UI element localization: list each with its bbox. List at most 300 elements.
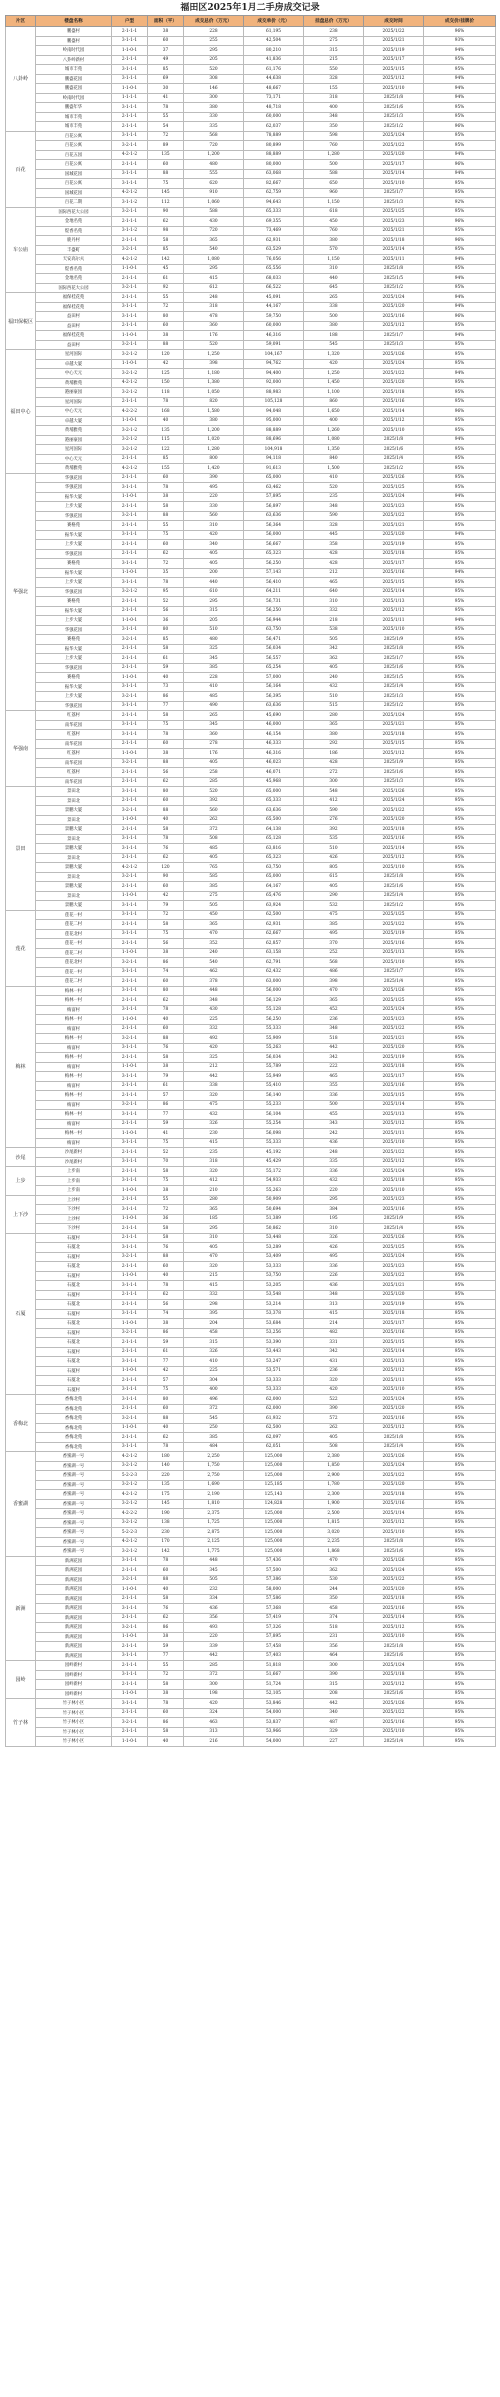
price-ratio-cell: 95% bbox=[424, 853, 496, 863]
listing-price-cell: 482 bbox=[304, 1328, 364, 1338]
deal-date-cell: 2025/1/4 bbox=[364, 1737, 424, 1747]
layout-cell: 3-1-1-1 bbox=[112, 1385, 148, 1395]
deal-date-cell: 2025/1/26 bbox=[364, 1233, 424, 1243]
total-price-cell: 310 bbox=[184, 1233, 244, 1243]
unit-price-cell: 55,789 bbox=[244, 1062, 304, 1072]
layout-cell: 2-1-1-1 bbox=[112, 1262, 148, 1272]
total-price-cell: 405 bbox=[184, 758, 244, 768]
table-row bbox=[6, 1110, 496, 1120]
price-ratio-cell: 95% bbox=[424, 464, 496, 474]
unit-price-cell: 73,469 bbox=[244, 226, 304, 236]
price-ratio-cell: 95% bbox=[424, 1575, 496, 1585]
estate-name-cell: 景田北 bbox=[36, 853, 112, 863]
table-row bbox=[6, 1252, 496, 1262]
layout-cell: 2-1-1-1 bbox=[112, 825, 148, 835]
size-cell: 90 bbox=[148, 872, 184, 882]
column-header: 成交时间 bbox=[364, 16, 424, 27]
unit-price-cell: 46,071 bbox=[244, 768, 304, 778]
price-ratio-cell: 95% bbox=[424, 1727, 496, 1737]
unit-price-cell: 51,667 bbox=[244, 1670, 304, 1680]
layout-cell: 1-1-0-1 bbox=[112, 673, 148, 683]
unit-price-cell: 53,390 bbox=[244, 1338, 304, 1348]
deal-date-cell: 2025/1/2 bbox=[364, 901, 424, 911]
table-row bbox=[6, 1699, 496, 1709]
size-cell: 55 bbox=[148, 521, 184, 531]
deal-date-cell: 2025/1/8 bbox=[364, 1433, 424, 1443]
table-row bbox=[6, 863, 496, 873]
table-row bbox=[6, 825, 496, 835]
unit-price-cell: 88,889 bbox=[244, 426, 304, 436]
size-cell: 98 bbox=[148, 226, 184, 236]
area-cell: 福田保税区 bbox=[6, 293, 36, 350]
price-ratio-cell: 94% bbox=[424, 150, 496, 160]
total-price-cell: 505 bbox=[184, 1575, 244, 1585]
total-price-cell: 250 bbox=[184, 1423, 244, 1433]
total-price-cell: 1,180 bbox=[184, 369, 244, 379]
layout-cell: 3-1-1-1 bbox=[112, 103, 148, 113]
layout-cell: 3-2-1-2 bbox=[112, 445, 148, 455]
total-price-cell: 278 bbox=[184, 739, 244, 749]
layout-cell: 2-1-1-1 bbox=[112, 321, 148, 331]
total-price-cell: 240 bbox=[184, 948, 244, 958]
deal-date-cell: 2025/1/13 bbox=[364, 948, 424, 958]
deal-date-cell: 2025/1/18 bbox=[364, 1062, 424, 1072]
table-row bbox=[6, 1708, 496, 1718]
listing-price-cell: 380 bbox=[304, 730, 364, 740]
table-row bbox=[6, 1167, 496, 1177]
price-ratio-cell: 95% bbox=[424, 910, 496, 920]
total-price-cell: 372 bbox=[184, 825, 244, 835]
deal-date-cell: 2025/1/18 bbox=[364, 236, 424, 246]
price-ratio-cell: 95% bbox=[424, 1661, 496, 1671]
layout-cell: 1-1-0-1 bbox=[112, 749, 148, 759]
layout-cell: 3-1-1-1 bbox=[112, 1243, 148, 1253]
size-cell: 42 bbox=[148, 891, 184, 901]
size-cell: 72 bbox=[148, 302, 184, 312]
price-ratio-cell: 95% bbox=[424, 1319, 496, 1329]
deal-date-cell: 2025/1/7 bbox=[364, 654, 424, 664]
price-ratio-cell: 95% bbox=[424, 1718, 496, 1728]
size-cell: 61 bbox=[148, 1347, 184, 1357]
table-row bbox=[6, 435, 496, 445]
deal-date-cell: 2025/1/22 bbox=[364, 1271, 424, 1281]
deal-date-cell: 2025/1/23 bbox=[364, 1015, 424, 1025]
layout-cell: 4-2-1-2 bbox=[112, 464, 148, 474]
price-ratio-cell: 95% bbox=[424, 1528, 496, 1538]
layout-cell: 3-2-1-1 bbox=[112, 635, 148, 645]
unit-price-cell: 54,933 bbox=[244, 1176, 304, 1186]
listing-price-cell: 400 bbox=[304, 416, 364, 426]
deal-date-cell: 2025/1/26 bbox=[364, 1699, 424, 1709]
deal-date-cell: 2025/1/20 bbox=[364, 1043, 424, 1053]
layout-cell: 2-1-1-1 bbox=[112, 654, 148, 664]
layout-cell: 3-1-1-1 bbox=[112, 1395, 148, 1405]
estate-name-cell: 上步大厦 bbox=[36, 692, 112, 702]
size-cell: 78 bbox=[148, 1556, 184, 1566]
estate-name-cell: 莲花一村 bbox=[36, 967, 112, 977]
total-price-cell: 345 bbox=[184, 1566, 244, 1576]
unit-price-cell: 53,333 bbox=[244, 1262, 304, 1272]
total-price-cell: 485 bbox=[184, 844, 244, 854]
estate-name-cell: 卓越大厦 bbox=[36, 416, 112, 426]
estate-name-cell: 赛格苑 bbox=[36, 521, 112, 531]
table-row bbox=[6, 901, 496, 911]
table-row bbox=[6, 1300, 496, 1310]
listing-price-cell: 222 bbox=[304, 1062, 364, 1072]
table-body bbox=[6, 27, 496, 1747]
area-cell: 上下沙 bbox=[6, 1195, 36, 1233]
estate-name-cell: 石厦村 bbox=[36, 1252, 112, 1262]
deal-date-cell: 2025/1/16 bbox=[364, 1604, 424, 1614]
table-row bbox=[6, 359, 496, 369]
unit-price-cell: 41,836 bbox=[244, 55, 304, 65]
estate-name-cell: 沙尾新村 bbox=[36, 1157, 112, 1167]
total-price-cell: 285 bbox=[184, 777, 244, 787]
listing-price-cell: 235 bbox=[304, 492, 364, 502]
deal-date-cell: 2025/1/16 bbox=[364, 1328, 424, 1338]
deal-date-cell: 2025/1/7 bbox=[364, 967, 424, 977]
total-price-cell: 365 bbox=[184, 236, 244, 246]
deal-date-cell: 2025/1/8 bbox=[364, 644, 424, 654]
price-ratio-cell: 95% bbox=[424, 606, 496, 616]
price-ratio-cell: 95% bbox=[424, 1309, 496, 1319]
deal-date-cell: 2025/1/14 bbox=[364, 1509, 424, 1519]
deal-date-cell: 2025/1/12 bbox=[364, 416, 424, 426]
deal-date-cell: 2025/1/18 bbox=[364, 1176, 424, 1186]
price-ratio-cell: 94% bbox=[424, 568, 496, 578]
unit-price-cell: 55,263 bbox=[244, 1186, 304, 1196]
unit-price-cell: 55,333 bbox=[244, 1138, 304, 1148]
price-ratio-cell: 95% bbox=[424, 1632, 496, 1642]
unit-price-cell: 45,968 bbox=[244, 777, 304, 787]
listing-price-cell: 348 bbox=[304, 1024, 364, 1034]
estate-name-cell: 益田村 bbox=[36, 340, 112, 350]
estate-name-cell: 上步大厦 bbox=[36, 540, 112, 550]
deal-date-cell: 2025/1/10 bbox=[364, 1632, 424, 1642]
table-row bbox=[6, 1262, 496, 1272]
estate-name-cell: 缇香名苑 bbox=[36, 264, 112, 274]
estate-name-cell: 振华大厦 bbox=[36, 568, 112, 578]
deal-date-cell: 2025/1/12 bbox=[364, 1119, 424, 1129]
unit-price-cell: 53,378 bbox=[244, 1309, 304, 1319]
total-price-cell: 378 bbox=[184, 977, 244, 987]
total-price-cell: 225 bbox=[184, 1015, 244, 1025]
price-ratio-cell: 95% bbox=[424, 1699, 496, 1709]
estate-name-cell: 石厦村 bbox=[36, 1233, 112, 1243]
deal-date-cell: 2025/1/21 bbox=[364, 521, 424, 531]
price-ratio-cell: 95% bbox=[424, 1566, 496, 1576]
deal-date-cell: 2025/1/13 bbox=[364, 1357, 424, 1367]
layout-cell: 2-1-1-1 bbox=[112, 1594, 148, 1604]
table-row bbox=[6, 1395, 496, 1405]
area-cell: 石厦 bbox=[6, 1233, 36, 1395]
table-row bbox=[6, 796, 496, 806]
total-price-cell: 204 bbox=[184, 1319, 244, 1329]
price-ratio-cell: 95% bbox=[424, 834, 496, 844]
price-ratio-cell: 95% bbox=[424, 749, 496, 759]
unit-price-cell: 56,104 bbox=[244, 1110, 304, 1120]
estate-name-cell: 沙尾新村 bbox=[36, 1148, 112, 1158]
unit-price-cell: 56,000 bbox=[244, 986, 304, 996]
layout-cell: 4-2-1-2 bbox=[112, 863, 148, 873]
unit-price-cell: 73,171 bbox=[244, 93, 304, 103]
deal-date-cell: 2025/1/16 bbox=[364, 1081, 424, 1091]
listing-price-cell: 470 bbox=[304, 986, 364, 996]
price-ratio-cell: 95% bbox=[424, 388, 496, 398]
deal-date-cell: 2025/1/10 bbox=[364, 625, 424, 635]
table-row bbox=[6, 198, 496, 208]
table-row bbox=[6, 549, 496, 559]
total-price-cell: 463 bbox=[184, 1718, 244, 1728]
table-row bbox=[6, 540, 496, 550]
unit-price-cell: 53,214 bbox=[244, 1300, 304, 1310]
table-row bbox=[6, 27, 496, 37]
deal-date-cell: 2025/1/20 bbox=[364, 378, 424, 388]
deal-date-cell: 2025/1/16 bbox=[364, 397, 424, 407]
layout-cell: 1-1-0-1 bbox=[112, 1271, 148, 1281]
listing-price-cell: 348 bbox=[304, 1290, 364, 1300]
unit-price-cell: 56,897 bbox=[244, 502, 304, 512]
estate-name-cell: 梅富村 bbox=[36, 1119, 112, 1129]
layout-cell: 2-1-1-1 bbox=[112, 1642, 148, 1652]
estate-name-cell: 石厦北 bbox=[36, 1338, 112, 1348]
deal-date-cell: 2025/1/8 bbox=[364, 1642, 424, 1652]
size-cell: 80 bbox=[148, 1395, 184, 1405]
listing-price-cell: 548 bbox=[304, 787, 364, 797]
estate-name-cell: 益田村 bbox=[36, 312, 112, 322]
estate-name-cell: 天安高尔夫 bbox=[36, 255, 112, 265]
total-price-cell: 330 bbox=[184, 502, 244, 512]
layout-cell: 3-2-1-1 bbox=[112, 1718, 148, 1728]
size-cell: 62 bbox=[148, 549, 184, 559]
deal-date-cell: 2025/1/18 bbox=[364, 1670, 424, 1680]
table-row bbox=[6, 312, 496, 322]
table-row bbox=[6, 758, 496, 768]
total-price-cell: 508 bbox=[184, 834, 244, 844]
price-ratio-cell: 94% bbox=[424, 331, 496, 341]
deal-date-cell: 2025/1/16 bbox=[364, 1718, 424, 1728]
table-row bbox=[6, 711, 496, 721]
estate-name-cell: 莲花二村 bbox=[36, 920, 112, 930]
table-row bbox=[6, 245, 496, 255]
deal-date-cell: 2025/1/23 bbox=[364, 1195, 424, 1205]
total-price-cell: 485 bbox=[184, 692, 244, 702]
estate-name-cell: 城市丰苑 bbox=[36, 122, 112, 132]
deal-date-cell: 2025/1/17 bbox=[364, 1319, 424, 1329]
deal-date-cell: 2025/1/14 bbox=[364, 245, 424, 255]
table-row bbox=[6, 407, 496, 417]
unit-price-cell: 63,000 bbox=[244, 977, 304, 987]
listing-price-cell: 335 bbox=[304, 1157, 364, 1167]
unit-price-cell: 54,000 bbox=[244, 1737, 304, 1747]
price-ratio-cell: 94% bbox=[424, 302, 496, 312]
table-row bbox=[6, 454, 496, 464]
table-row bbox=[6, 1129, 496, 1139]
size-cell: 75 bbox=[148, 720, 184, 730]
price-ratio-cell: 95% bbox=[424, 1689, 496, 1699]
listing-price-cell: 236 bbox=[304, 1015, 364, 1025]
deal-date-cell: 2025/1/25 bbox=[364, 996, 424, 1006]
listing-price-cell: 1,850 bbox=[304, 1461, 364, 1471]
estate-name-cell: 新洲花园 bbox=[36, 1575, 112, 1585]
unit-price-cell: 55,172 bbox=[244, 1167, 304, 1177]
total-price-cell: 555 bbox=[184, 169, 244, 179]
deal-date-cell: 2025/1/17 bbox=[364, 559, 424, 569]
estate-name-cell: 香蜜湖一号 bbox=[36, 1461, 112, 1471]
total-price-cell: 228 bbox=[184, 673, 244, 683]
listing-price-cell: 640 bbox=[304, 587, 364, 597]
table-row bbox=[6, 1376, 496, 1386]
price-ratio-cell: 96% bbox=[424, 122, 496, 132]
deal-date-cell: 2025/1/20 bbox=[364, 1480, 424, 1490]
total-price-cell: 380 bbox=[184, 103, 244, 113]
size-cell: 168 bbox=[148, 407, 184, 417]
deal-date-cell: 2025/1/11 bbox=[364, 616, 424, 626]
size-cell: 88 bbox=[148, 511, 184, 521]
listing-price-cell: 570 bbox=[304, 245, 364, 255]
column-header: 成交单价（元） bbox=[244, 16, 304, 27]
layout-cell: 3-1-1-1 bbox=[112, 74, 148, 84]
estate-name-cell: 鹏盛花园 bbox=[36, 74, 112, 84]
unit-price-cell: 55,128 bbox=[244, 1005, 304, 1015]
estate-name-cell: 新洲花园 bbox=[36, 1585, 112, 1595]
price-ratio-cell: 94% bbox=[424, 93, 496, 103]
total-price-cell: 335 bbox=[184, 122, 244, 132]
listing-price-cell: 410 bbox=[304, 473, 364, 483]
deal-date-cell: 2025/1/22 bbox=[364, 141, 424, 151]
layout-cell: 4-2-1-2 bbox=[112, 150, 148, 160]
total-price-cell: 405 bbox=[184, 549, 244, 559]
unit-price-cell: 48,667 bbox=[244, 84, 304, 94]
layout-cell: 3-2-1-1 bbox=[112, 283, 148, 293]
price-ratio-cell: 95% bbox=[424, 597, 496, 607]
unit-price-cell: 94,048 bbox=[244, 407, 304, 417]
size-cell: 142 bbox=[148, 255, 184, 265]
total-price-cell: 720 bbox=[184, 141, 244, 151]
estate-name-cell: 香梅北苑 bbox=[36, 1395, 112, 1405]
listing-price-cell: 310 bbox=[304, 597, 364, 607]
price-ratio-cell: 94% bbox=[424, 492, 496, 502]
deal-date-cell: 2025/1/24 bbox=[364, 1005, 424, 1015]
table-row bbox=[6, 787, 496, 797]
listing-price-cell: 515 bbox=[304, 701, 364, 711]
estate-name-cell: 丰盛町 bbox=[36, 245, 112, 255]
unit-price-cell: 46,154 bbox=[244, 730, 304, 740]
total-price-cell: 220 bbox=[184, 492, 244, 502]
total-price-cell: 356 bbox=[184, 1613, 244, 1623]
listing-price-cell: 212 bbox=[304, 568, 364, 578]
estate-name-cell: 景田北 bbox=[36, 815, 112, 825]
layout-cell: 2-1-1-1 bbox=[112, 293, 148, 303]
total-price-cell: 360 bbox=[184, 321, 244, 331]
deal-date-cell: 2025/1/18 bbox=[364, 1490, 424, 1500]
estate-name-cell: 南华花园 bbox=[36, 739, 112, 749]
unit-price-cell: 66,522 bbox=[244, 283, 304, 293]
price-ratio-cell: 95% bbox=[424, 1585, 496, 1595]
deal-date-cell: 2025/1/20 bbox=[364, 1404, 424, 1414]
size-cell: 55 bbox=[148, 293, 184, 303]
unit-price-cell: 53,684 bbox=[244, 1319, 304, 1329]
deal-date-cell: 2025/1/6 bbox=[364, 1547, 424, 1557]
unit-price-cell: 51,818 bbox=[244, 1661, 304, 1671]
listing-price-cell: 840 bbox=[304, 454, 364, 464]
price-ratio-cell: 95% bbox=[424, 1205, 496, 1215]
estate-name-cell: 梅林一村 bbox=[36, 1129, 112, 1139]
total-price-cell: 442 bbox=[184, 1651, 244, 1661]
listing-price-cell: 350 bbox=[304, 122, 364, 132]
size-cell: 49 bbox=[148, 55, 184, 65]
price-ratio-cell: 95% bbox=[424, 1024, 496, 1034]
deal-date-cell: 2025/1/16 bbox=[364, 1499, 424, 1509]
size-cell: 77 bbox=[148, 1357, 184, 1367]
estate-name-cell: 黄埔雅苑 bbox=[36, 426, 112, 436]
estate-name-cell: 百花公寓 bbox=[36, 141, 112, 151]
size-cell: 74 bbox=[148, 967, 184, 977]
total-price-cell: 800 bbox=[184, 454, 244, 464]
listing-price-cell: 398 bbox=[304, 977, 364, 987]
layout-cell: 3-1-1-1 bbox=[112, 929, 148, 939]
price-ratio-cell: 95% bbox=[424, 1252, 496, 1262]
price-ratio-cell: 95% bbox=[424, 787, 496, 797]
listing-price-cell: 860 bbox=[304, 397, 364, 407]
layout-cell: 2-1-1-1 bbox=[112, 1338, 148, 1348]
unit-price-cell: 50,909 bbox=[244, 1195, 304, 1205]
deal-date-cell: 2025/1/22 bbox=[364, 369, 424, 379]
size-cell: 150 bbox=[148, 378, 184, 388]
listing-price-cell: 365 bbox=[304, 720, 364, 730]
table-row bbox=[6, 1357, 496, 1367]
deal-date-cell: 2025/1/18 bbox=[364, 1309, 424, 1319]
table-row bbox=[6, 112, 496, 122]
deal-date-cell: 2025/1/12 bbox=[364, 853, 424, 863]
layout-cell: 2-1-1-1 bbox=[112, 1119, 148, 1129]
listing-price-cell: 2,900 bbox=[304, 1471, 364, 1481]
deal-date-cell: 2025/1/23 bbox=[364, 1262, 424, 1272]
price-ratio-cell: 95% bbox=[424, 397, 496, 407]
estate-name-cell: 石厦北 bbox=[36, 1376, 112, 1386]
price-ratio-cell: 94% bbox=[424, 616, 496, 626]
total-price-cell: 1,050 bbox=[184, 388, 244, 398]
unit-price-cell: 94,762 bbox=[244, 359, 304, 369]
deal-date-cell: 2025/1/19 bbox=[364, 46, 424, 56]
layout-cell: 2-1-1-1 bbox=[112, 996, 148, 1006]
estate-name-cell: 城市丰苑 bbox=[36, 112, 112, 122]
table-row bbox=[6, 587, 496, 597]
unit-price-cell: 56,034 bbox=[244, 1053, 304, 1063]
listing-price-cell: 358 bbox=[304, 540, 364, 550]
total-price-cell: 478 bbox=[184, 312, 244, 322]
estate-name-cell: 红荔村 bbox=[36, 768, 112, 778]
listing-price-cell: 445 bbox=[304, 530, 364, 540]
price-ratio-cell: 95% bbox=[424, 1509, 496, 1519]
layout-cell: 4-2-1-2 bbox=[112, 1490, 148, 1500]
listing-price-cell: 348 bbox=[304, 502, 364, 512]
size-cell: 125 bbox=[148, 369, 184, 379]
layout-cell: 2-1-1-1 bbox=[112, 1024, 148, 1034]
size-cell: 61 bbox=[148, 654, 184, 664]
size-cell: 80 bbox=[148, 625, 184, 635]
deal-date-cell: 2025/1/21 bbox=[364, 1281, 424, 1291]
listing-price-cell: 960 bbox=[304, 188, 364, 198]
layout-cell: 3-2-1-2 bbox=[112, 1480, 148, 1490]
unit-price-cell: 56,098 bbox=[244, 1129, 304, 1139]
records-table bbox=[5, 15, 496, 1747]
layout-cell: 3-1-1-1 bbox=[112, 483, 148, 493]
estate-name-cell: 赛格苑 bbox=[36, 635, 112, 645]
listing-price-cell: 428 bbox=[304, 758, 364, 768]
unit-price-cell: 50,862 bbox=[244, 1224, 304, 1234]
deal-date-cell: 2025/1/17 bbox=[364, 1072, 424, 1082]
